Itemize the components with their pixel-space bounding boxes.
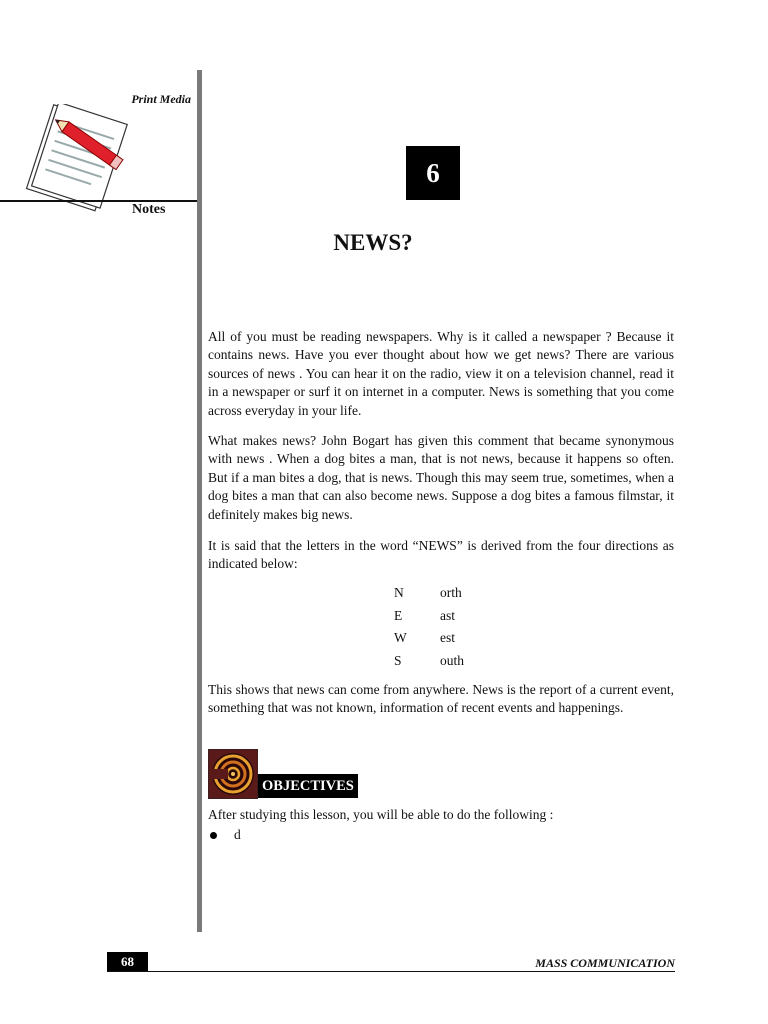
direction-row	[394, 652, 514, 675]
paragraph-anywhere: This shows that news can come from anywhere. News is the report of a current event, something that was not known, information of recent events and happenings.	[208, 682, 674, 716]
direction-rest: outh	[440, 652, 465, 668]
direction-row	[394, 607, 514, 630]
list-item-text: d	[234, 827, 241, 842]
direction-rest: est	[440, 630, 455, 645]
direction-letter: E	[394, 607, 403, 623]
section-label: Print Media	[131, 92, 191, 106]
notepad-pencil-icon	[20, 104, 140, 214]
direction-letter: N	[394, 585, 404, 600]
footer-rule	[107, 971, 675, 972]
chapter-title: NEWS?	[333, 230, 413, 255]
direction-row	[394, 584, 514, 607]
objectives-intro: After studying this lesson, you will be able to do the following :	[208, 807, 554, 822]
paragraph-what-makes-news: What makes news? John Bogart has given this comment that became synonymous with news . When a dog bites a man, that is not news, because it happens so often. But if a man bites a dog, that is news. Though this may seem true, sometimes, when a dog bites a man that can also become news. Suppose a dog bites a famous filmstar, it definitely makes big news.	[208, 433, 674, 522]
chapter-number-box: 6	[406, 146, 460, 200]
notes-label: Notes	[132, 202, 166, 217]
direction-letter: W	[394, 630, 407, 645]
direction-letter: S	[394, 652, 402, 668]
directions-list	[394, 584, 514, 674]
list-item	[208, 827, 241, 843]
notes-divider	[0, 200, 198, 202]
objectives-heading: OBJECTIVES	[258, 774, 358, 798]
direction-rest: ast	[440, 607, 455, 623]
page-number: 68	[107, 952, 148, 972]
target-spiral-icon	[208, 749, 258, 799]
bullet-icon	[210, 832, 217, 839]
direction-row	[394, 629, 514, 652]
direction-rest: orth	[440, 585, 462, 600]
book-title: MASS COMMUNICATION	[535, 956, 675, 970]
paragraph-intro: All of you must be reading newspapers. Why is it called a newspaper ? Because it contains news. Have you ever thought about how we get news? There are various sources of news . You can hear it on the radio, view it on a television channel, read it in a newspaper or surf it on internet in a computer. News is something that you come across everyday in your life.	[208, 329, 674, 418]
margin-bar	[197, 70, 202, 932]
paragraph-news-letters: It is said that the letters in the word “NEWS” is derived from the four directions as indicated below:	[208, 538, 674, 572]
